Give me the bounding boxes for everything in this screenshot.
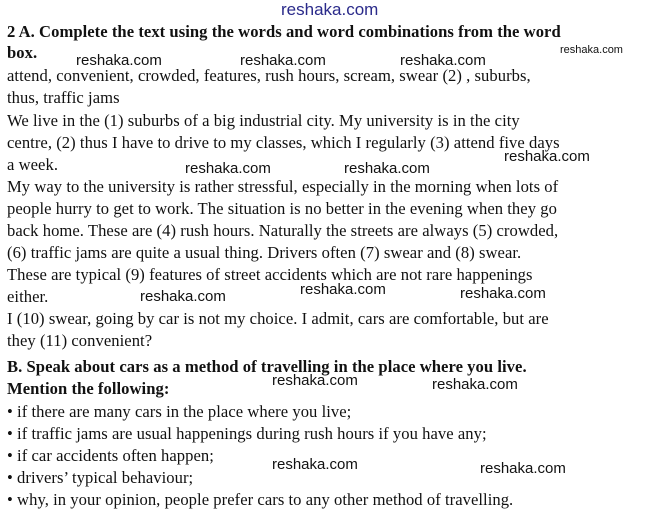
watermark: reshaka.com <box>300 281 386 298</box>
watermark: reshaka.com <box>281 0 379 19</box>
text-line: either. <box>7 287 49 306</box>
watermark: reshaka.com <box>185 160 271 177</box>
watermark: reshaka.com <box>344 160 430 177</box>
text-line: (6) traffic jams are quite a usual thing. Drivers often (7) swear and (8) swear. <box>7 243 522 262</box>
text-line: We live in the (1) suburbs of a big industrial city. My university is in the city <box>7 111 520 130</box>
text-line: a week. <box>7 155 59 174</box>
watermark: reshaka.com <box>460 285 546 302</box>
watermark: reshaka.com <box>272 372 358 389</box>
text-line: back home. These are (4) rush hours. Naturally the streets are always (5) crowded, <box>7 221 559 240</box>
watermark: reshaka.com <box>76 52 162 69</box>
watermark: reshaka.com <box>480 460 566 477</box>
word-box-line: attend, convenient, crowded, features, rush hours, scream, swear (2) , suburbs, <box>7 66 531 85</box>
section-a-heading-continued: box. <box>7 43 38 62</box>
text-line: people hurry to get to work. The situation is no better in the evening when they go <box>7 199 557 218</box>
watermark: reshaka.com <box>140 288 226 305</box>
section-b-heading: B. Speak about cars as a method of travelling in the place where you live. <box>7 357 527 376</box>
text-line: centre, (2) thus I have to drive to my classes, which I regularly (3) attend five days <box>7 133 560 152</box>
bullet-item: • if car accidents often happen; <box>7 446 214 465</box>
bullet-item: • if traffic jams are usual happenings during rush hours if you have any; <box>7 424 487 443</box>
watermark: reshaka.com <box>400 52 486 69</box>
watermark: reshaka.com <box>432 376 518 393</box>
text-line: they (11) convenient? <box>7 331 153 350</box>
text-line: These are typical (9) features of street accidents which are not rare happenings <box>7 265 533 284</box>
section-a-heading: 2 A. Complete the text using the words and word combinations from the word <box>7 22 561 41</box>
watermark: reshaka.com <box>504 148 590 165</box>
text-line: My way to the university is rather stressful, especially in the morning when lots of <box>7 177 559 196</box>
word-box-line: thus, traffic jams <box>7 88 120 107</box>
watermark: reshaka.com <box>272 456 358 473</box>
text-line: I (10) swear, going by car is not my choice. I admit, cars are comfortable, but are <box>7 309 549 328</box>
watermark: reshaka.com <box>240 52 326 69</box>
bullet-item: • if there are many cars in the place where you live; <box>7 402 352 421</box>
bullet-item: • why, in your opinion, people prefer cars to any other method of travelling. <box>7 490 514 509</box>
bullet-item: • drivers’ typical behaviour; <box>7 468 194 487</box>
watermark: reshaka.com <box>560 44 623 56</box>
section-b-subheading: Mention the following: <box>7 379 170 398</box>
